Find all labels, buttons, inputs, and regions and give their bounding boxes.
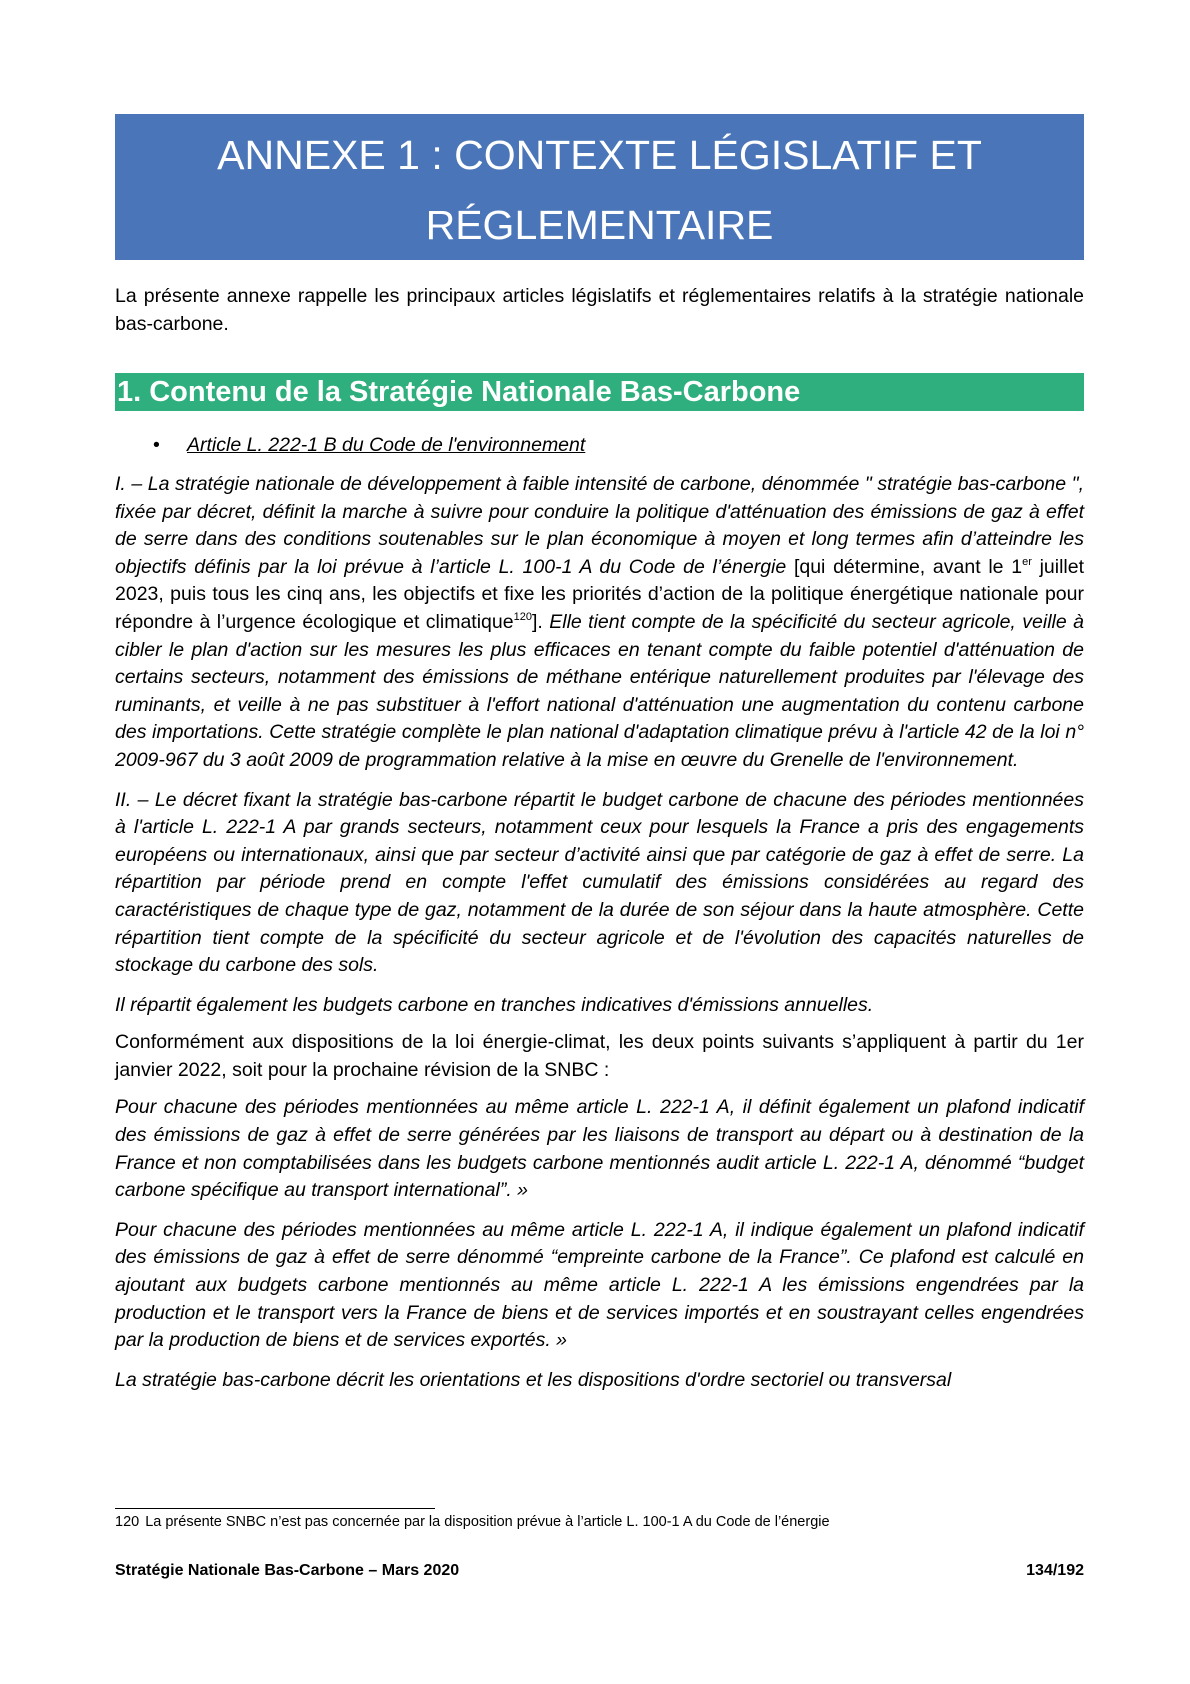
paragraph-5: Pour chacune des périodes mentionnées au même article L. 222-1 A, il définit également un plafond indicatif des émissions de gaz à effet de serre générées par les liaisons de transport au départ ou à destination de la France et non comptabilisées dans les budgets carbone mentionnés audit article L. 222-1 A, dénommé “budget carbone spécifique au transport international”. » — [115, 1096, 1084, 1202]
section-heading: 1. Contenu de la Stratégie Nationale Bas-Carbone — [115, 373, 1084, 411]
paragraph-1-italic-b: Elle tient compte de la spécificité du secteur agricole, veille à cibler le plan d'action sur les mesures les plus efficaces en tenant compte du faible potentiel d'atténuation de certains secteurs, notamment des émissions de méthane entérique naturellement produites par l'élevage des ruminants, et veille à ne pas substituer à l'effort national d'atténuation une augmentation du contenu carbone des importations. Cette stratégie complète le plan national d'adaptation climatique prévu à l'article 42 de la loi n° 2009-967 du 3 août 2009 de programmation relative à la mise en œuvre du Grenelle de l'environnement. — [115, 610, 1084, 771]
annex-title-line-2: RÉGLEMENTAIRE — [425, 202, 774, 248]
paragraph-2: II. – Le décret fixant la stratégie bas-carbone répartit le budget carbone de chacune des périodes mentionnées à l'article L. 222-1 A par grands secteurs, notamment ceux pour lesquels la France a pris des engagements européens ou internationaux, ainsi que par secteur d’activité ainsi que par catégorie de gaz à effet de serre. La répartition par période prend en compte l'effet cumulatif des émissions considérées au regard des caractéristiques de chaque type de gaz, notamment de la durée de son séjour dans la haute atmosphère. Cette répartition tient compte de la spécificité du secteur agricole et de l'évolution des capacités naturelles de stockage du carbone des sols. — [115, 788, 1084, 977]
intro-paragraph: La présente annexe rappelle les principaux articles législatifs et réglementaires relatifs à la stratégie nationale bas-carbone. — [115, 285, 1084, 335]
article-reference: Article L. 222-1 B du Code de l'environnement — [187, 434, 586, 456]
footnote-divider — [115, 1508, 435, 1509]
bullet-icon: • — [153, 434, 160, 456]
article-body — [115, 471, 1084, 1406]
paragraph-3: Il répartit également les budgets carbone en tranches indicatives d'émissions annuelles. — [115, 993, 874, 1016]
footnote-text: La présente SNBC n’est pas concernée par la disposition prévue à l’article L. 100-1 A du Code de l’énergie — [145, 1514, 830, 1530]
paragraph-1-italic-a: I. – La stratégie nationale de développement à faible intensité de carbone, dénommée " stratégie bas-carbone ", fixée par décret, définit la marche à suivre pour conduire la politique d'atténuation des émissions de gaz à effet de serre dans des conditions soutenables sur le plan économique à moyen et long termes afin d’atteindre les objectifs définis par la loi prévue à l’article L. 100-1 A du Code de l’énergie — [115, 473, 1084, 578]
paragraph-1-insert-b: juillet 2023, puis tous les cinq ans, les objectifs et fixe les priorités d’action de la politique énergétique nationale pour répondre à l’urgence écologique et climatique — [115, 555, 1085, 633]
footnote-ref-120[interactable]: 120 — [513, 610, 532, 623]
paragraph-4: Conformément aux dispositions de la loi énergie-climat, les deux points suivants s’appliquent à partir du 1er janvier 2022, soit pour la prochaine révision de la SNBC : — [115, 1031, 1084, 1081]
page-footer — [115, 1561, 1084, 1581]
footer-title: Stratégie Nationale Bas-Carbone – Mars 2020 — [115, 1562, 460, 1579]
paragraph-1 — [115, 471, 1084, 775]
paragraph-1-insert-a: [qui détermine, avant le 1 — [786, 555, 1023, 578]
superscript-er: er — [1022, 555, 1032, 568]
paragraph-6: Pour chacune des périodes mentionnées au même article L. 222-1 A, il indique également un plafond indicatif des émissions de gaz à effet de serre dénommé “empreinte carbone de la France”. Ce plafond est calculé en ajoutant aux budgets carbone mentionnés au même article L. 222-1 A les émissions engendrées par la production et le transport vers la France de biens et de services importés et en soustrayant celles engendrées par la production de biens et de services exportés. » — [115, 1218, 1084, 1352]
paragraph-1-insert-c: ]. — [531, 610, 550, 633]
footnote-number: 120 — [115, 1514, 140, 1530]
annex-title-line-1: ANNEXE 1 : CONTEXTE LÉGISLATIF ET — [217, 132, 982, 178]
page-number: 134/192 — [1026, 1562, 1084, 1579]
paragraph-7: La stratégie bas-carbone décrit les orientations et les dispositions d'ordre sectoriel ou transversal — [115, 1368, 952, 1391]
article-reference-bullet — [153, 432, 585, 458]
footnote — [115, 1513, 1084, 1531]
annex-title-banner — [115, 114, 1084, 260]
